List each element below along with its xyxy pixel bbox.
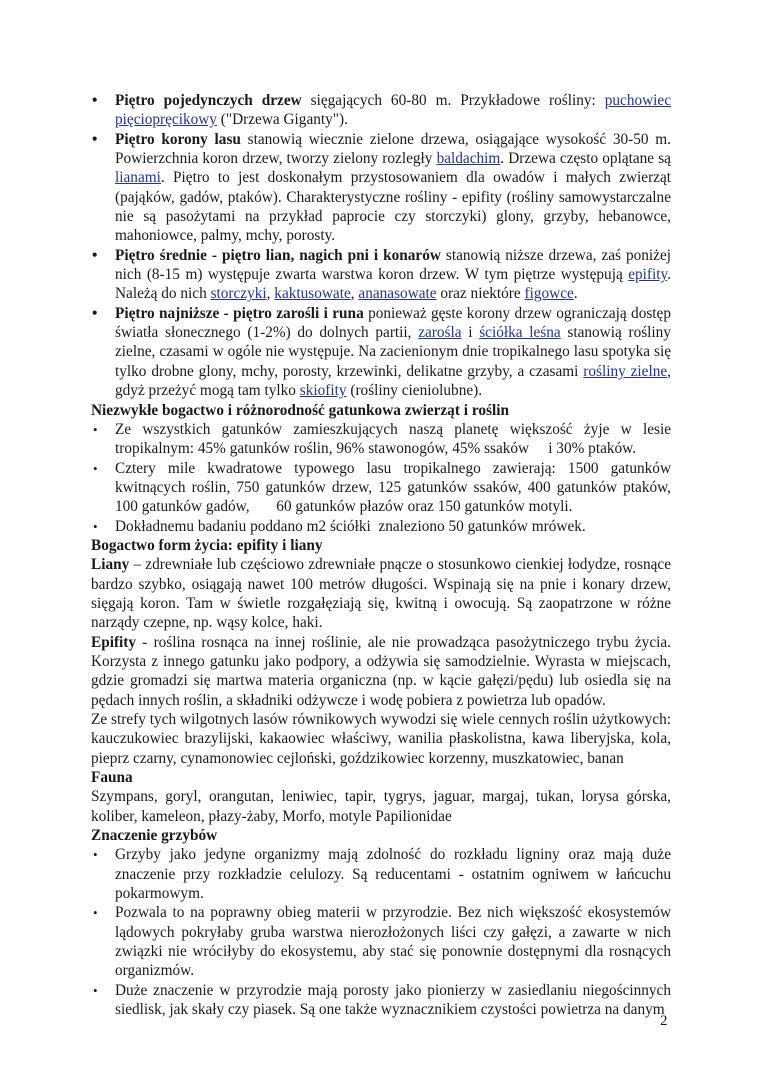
bullet-icon: •	[93, 905, 98, 921]
text: . Należą do nich	[115, 266, 671, 303]
heading-fauna: Fauna	[91, 769, 133, 787]
list-item	[91, 459, 675, 517]
page-number: 2	[660, 1013, 668, 1029]
forest-layers-list	[91, 91, 671, 401]
fungi-list	[91, 845, 671, 1019]
link-puchowiec[interactable]: puchowiec pięciopręcikowy	[115, 92, 671, 129]
link-baldachim[interactable]: baldachim	[436, 150, 501, 168]
text: . Drzewa często oplątane są	[500, 150, 671, 168]
list-item-text: Duże znaczenie w przyrodzie mają porosty jako pionierzy w zasiedlaniu niegościnnych siedlisk, jak skały czy piasek. Są one także wyznacznikiem czystości powietrza na danym	[115, 981, 671, 1019]
text: (rośliny cieniolubne).	[346, 382, 483, 400]
text: ponieważ gęste korony drzew ograniczają dostęp światła słonecznego (1-2%) do dolnych partii,	[115, 304, 671, 342]
list-item-text: Ze wszystkich gatunków zamieszkujących naszą planetę większość żyje w lesie tropikalnym: 45% gatunków roślin, 96% stawonogów, 45% ssaków i 30% ptaków.	[115, 420, 675, 458]
term-bold: Epifity	[91, 633, 137, 651]
term-bold: Piętro korony lasu	[115, 130, 241, 148]
text: ,	[266, 285, 275, 303]
text: stanowią wiecznie zielone drzewa, osiągające wysokość 30-50 m. Powierzchnia koron drzew, tworzy zielony rozległy	[115, 130, 671, 168]
bullet-icon: •	[93, 460, 98, 476]
text: i	[461, 324, 480, 342]
bullet-icon: •	[92, 130, 98, 148]
list-item-text: Dokładnemu badaniu poddano m2 ściółki znaleziono 50 gatunków mrówek.	[115, 517, 586, 535]
list-item	[91, 903, 671, 980]
list-item-text: Pozwala to na poprawny obieg materii w przyrodzie. Bez nich większość ekosystemów lądowych pokryłaby gruba warstwa nierozłożonych liści czy gałęzi, a zawarte w nich związki nie wróciłyby do ekosystemu, aby stać się ponownie dostępnymi dla rosnących organizmów.	[115, 904, 671, 980]
paragraph-text: - roślina rosnąca na innej roślinie, ale nie prowadząca pasożytniczego trybu życia. Korzysta z innego gatunku jako podpory, a odżywia się samodzielnie. Wyrasta w miejscach, gdzie gromadzi się martwa materia organiczna (np. w kącie gałęzi/pędu) lub osiedla się na pędach innych roślin, a składniki odżywcze i wodę pobiera z powietrza lub opadów.	[91, 633, 671, 709]
document-page	[91, 91, 675, 1020]
list-item-text: Cztery mile kwadratowe typowego lasu tropikalnego zawierają: 1500 gatunków kwitnących roślin, 750 gatunków drzew, 125 gatunków ssaków, 400 gatunków ptaków, 100 gatunków gadów, 60 gatunków płazów oraz 150 gatunków motyli.	[115, 459, 675, 516]
term-bold: Liany	[91, 556, 130, 574]
bullet-icon: •	[92, 92, 98, 109]
bullet-icon: •	[93, 421, 98, 437]
text: sięgających 60-80 m. Przykładowe rośliny:	[301, 92, 605, 109]
text: .	[573, 285, 578, 303]
link-rosliny-zielne[interactable]: rośliny zielne	[583, 362, 668, 380]
text: stanowią rośliny zielne, czasami w ogóle nie występuje. Na zacienionym dnie tropikalnego lasu spotyka się tylko drobne glony, mchy, porosty, krzewinki, delikatne grzyby, a czasami	[115, 324, 671, 380]
list-item	[91, 845, 671, 903]
link-lianami[interactable]: lianami	[115, 169, 161, 187]
text: , gdyż przeżyć mogą tam tylko	[115, 362, 671, 400]
link-sciolka-lesna[interactable]: ściółka leśna	[479, 324, 561, 342]
paragraph-useful-plants: Ze strefy tych wilgotnych lasów równikowych wywodzi się wiele cennych roślin użytkowych: kauczukowiec brazylijski, kakaowiec właściwy, wanilia płaskolistna, kawa liberyjska, kola, pieprz czarny, cynamonowiec cejloński, goździkowiec korzenny, muszkatowiec, banan	[91, 711, 671, 767]
text: . Piętro to jest doskonałym przystosowaniem dla owadów i małych zwierząt (pająków, gadów, ptaków). Charakterystyczne rośliny - epifity (rośliny samowystarczalne nie są pasożytami na przykład paprocie czy storczyki) glony, grzyby, hebanowce, mahoniowce, palmy, mchy, porosty.	[115, 169, 671, 245]
list-item	[91, 420, 675, 459]
paragraph-text: – zdrewniałe lub częściowo zdrewniałe pnącze o stosunkowo cienkiej łodydze, rosnące bardzo szybko, osiągają nawet 100 metrów długości. Wspinają się na pnie i konary drzew, sięgają koron. Tam w świetle rozgałęziają się, kwitną i owocują. Są zaopatrzone w różne narządy czepne, np. wąsy kolce, haki.	[91, 556, 671, 632]
heading-fungi: Znaczenie grzybów	[91, 827, 218, 845]
heading-biodiversity: Niezwykłe bogactwo i różnorodność gatunkowa zwierząt i roślin	[91, 401, 509, 419]
bullet-icon: •	[93, 518, 98, 534]
link-figowce[interactable]: figowce	[524, 285, 574, 303]
list-item-lowest-layer	[91, 304, 671, 401]
bullet-icon: •	[93, 847, 98, 863]
link-zarosla[interactable]: zarośla	[418, 324, 462, 342]
heading-life-forms: Bogactwo form życia: epifity i liany	[91, 536, 323, 554]
link-ananasowate[interactable]: ananasowate	[358, 285, 437, 303]
text: oraz niektóre	[436, 285, 525, 303]
bullet-icon: •	[93, 982, 98, 998]
list-item-canopy-layer	[91, 130, 671, 246]
list-item-text: Grzyby jako jedyne organizmy mają zdolność do rozkładu ligniny oraz mają duże znaczenie przy rozkładzie celulozy. Są reducentami - ostatnim ogniwem w łańcuchu pokarmowym.	[115, 846, 671, 903]
list-item-middle-layer	[91, 246, 671, 304]
biodiversity-list	[91, 420, 675, 536]
paragraph-liany	[91, 555, 671, 632]
list-item	[91, 981, 671, 1020]
link-epifity[interactable]: epifity	[628, 266, 668, 284]
link-storczyki[interactable]: storczyki	[210, 285, 267, 303]
link-skiofity[interactable]: skiofity	[299, 382, 347, 400]
term-bold: Piętro pojedynczych drzew	[115, 92, 302, 109]
text: ,	[350, 285, 359, 303]
bullet-icon: •	[92, 304, 98, 322]
term-bold: Piętro najniższe - piętro zarośli i runa	[115, 304, 364, 322]
paragraph-fauna: Szympans, goryl, orangutan, leniwiec, tapir, tygrys, jaguar, margaj, tukan, lorysa górska, koliber, kameleon, płazy-żaby, Morfo, motyle Papilionidae	[91, 788, 671, 825]
list-item	[91, 517, 671, 536]
text: ("Drzewa Giganty").	[216, 111, 348, 129]
link-kaktusowate[interactable]: kaktusowate	[274, 285, 351, 303]
term-bold: Piętro średnie - piętro lian, nagich pni i konarów	[115, 246, 441, 264]
paragraph-epifity	[91, 633, 671, 710]
text: stanowią niższe drzewa, zaś poniżej nich (8-15 m) występuje zwarta warstwa koron drzew. W tym piętrze występują	[115, 246, 671, 284]
list-item-emergent-layer	[91, 91, 671, 130]
bullet-icon: •	[92, 246, 98, 264]
